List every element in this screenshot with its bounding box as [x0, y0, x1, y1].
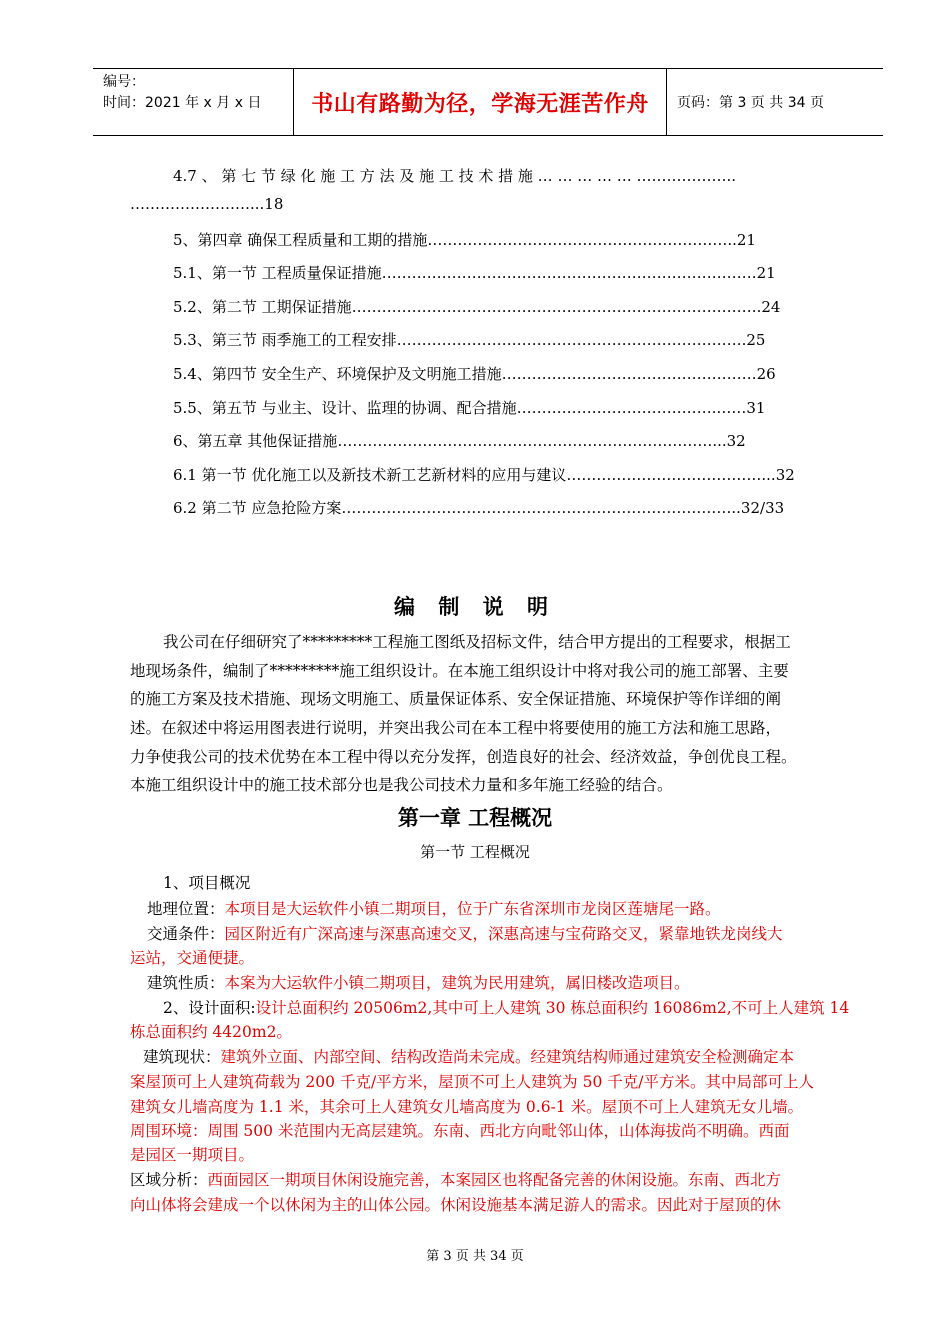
status-text-cont: 建筑女儿墙高度为 1.1 米，其余可上人建筑女儿墙高度为 0.6-1 米。屋顶不可上人建筑无女儿墙。	[130, 1098, 804, 1116]
toc-entry: 5.4、第四节 安全生产、环境保护及文明施工措施……………………………………………26	[173, 365, 776, 383]
area-row	[163, 996, 849, 1018]
location-text: 本项目是大运软件小镇二期项目，位于广东省深圳市龙岗区莲塘尾一路。	[224, 900, 721, 918]
toc-entry: 6.1 第一节 优化施工以及新技术新工艺新材料的应用与建议…………………………………...32	[173, 466, 795, 484]
header-page-info: 页码：第 3 页 共 34 页	[677, 95, 824, 111]
compile-title: 编 制 说 明	[394, 595, 556, 619]
traffic-text-cont: 运站，交通便捷。	[130, 949, 255, 967]
toc-entry: 5.3、第三节 雨季施工的工程安排…………………………………………………………….25	[173, 331, 766, 349]
compile-line: 地现场条件，编制了*********施工组织设计。在本施工组织设计中将对我公司的施工部署、主要	[130, 662, 789, 680]
toc-entry: 5.1、第一节 工程质量保证措施…………………………………………………………………21	[173, 264, 776, 282]
compile-line: 述。在叙述中将运用图表进行说明，并突出我公司在本工程中将要使用的施工方法和施工思路，	[130, 719, 782, 737]
environment-text: 周围环境：周围 500 米范围内无高层建筑。东南、西北方向毗邻山体，山体海拔尚不明确。西面	[130, 1122, 790, 1140]
item-heading: 1、项目概况	[163, 874, 251, 892]
region-label: 区域分析：	[130, 1171, 208, 1189]
number-label: 编号：	[103, 74, 145, 90]
chapter-title: 第一章 工程概况	[397, 806, 553, 830]
environment-text-cont: 是园区一期项目。	[130, 1146, 255, 1164]
traffic-label: 交通条件：	[147, 925, 225, 943]
header-motto: 书山有路勤为径，学海无涯苦作舟	[294, 69, 667, 135]
location-label: 地理位置：	[147, 900, 225, 918]
status-label: 建筑现状：	[143, 1048, 221, 1066]
location-row	[147, 897, 721, 919]
status-text-cont: 案屋顶可上人建筑荷载为 200 千克/平方米，屋顶不可上人建筑为 50 千克/平方米。其中局部可上人	[130, 1073, 814, 1091]
page-header	[93, 68, 883, 136]
nature-row	[147, 971, 690, 993]
compile-line: 的施工方案及技术措施、现场文明施工、质量保证体系、安全保证措施、环境保护等作详细的阐	[130, 690, 782, 708]
nature-label: 建筑性质：	[147, 974, 225, 992]
toc-entry: 5.2、第二节 工期保证措施……………………………………………………………………….24	[173, 298, 781, 316]
area-label: 2、设计面积:	[163, 999, 256, 1017]
toc-entry: 4.7 、 第 七 节 绿 化 施 工 方 法 及 施 工 技 术 措 施 … … … … … ………………..	[173, 167, 737, 185]
toc-entry: 6.2 第二节 应急抢险方案……………………………………………………………………..32/33	[173, 499, 785, 517]
compile-line: 力争使我公司的技术优势在本工程中得以充分发挥，创造良好的社会、经济效益，争创优良工程。	[130, 748, 797, 766]
header-meta	[93, 69, 294, 135]
traffic-row	[147, 922, 783, 944]
toc-entry: 6、第五章 其他保证措施…………………………………………………………………...32	[173, 432, 746, 450]
toc-entry: 5.5、第五节 与业主、设计、监理的协调、配合措施………………………………….……31	[173, 399, 766, 417]
time-label: 时间：2021 年 x 月 x 日	[103, 95, 262, 111]
page-footer: 第 3 页 共 34 页	[426, 1249, 524, 1264]
area-text-cont: 栋总面积约 4420m2。	[130, 1023, 292, 1041]
traffic-text: 园区附近有广深高速与深惠高速交叉，深惠高速与宝荷路交叉，紧靠地铁龙岗线大	[224, 925, 783, 943]
region-text: 西面园区一期项目休闲设施完善，本案园区也将配备完善的休闲设施。东南、西北方	[207, 1171, 782, 1189]
status-row	[143, 1045, 794, 1067]
toc-entry: 5、第四章 确保工程质量和工期的措施……………………………………………………..21	[173, 231, 756, 249]
region-row	[130, 1168, 781, 1190]
status-text: 建筑外立面、内部空间、结构改造尚未完成。经建筑结构师通过建筑安全检测确定本	[220, 1048, 795, 1066]
section-title: 第一节 工程概况	[420, 843, 530, 861]
compile-line: 我公司在仔细研究了*********工程施工图纸及招标文件，结合甲方提出的工程要求，根据工	[163, 633, 791, 651]
region-text-cont: 向山体将会建成一个以休闲为主的山体公园。休闲设施基本满足游人的需求。因此对于屋顶的休	[130, 1196, 782, 1214]
nature-text: 本案为大运软件小镇二期项目，建筑为民用建筑，属旧楼改造项目。	[224, 974, 690, 992]
compile-line: 本施工组织设计中的施工技术部分也是我公司技术力量和多年施工经验的结合。	[130, 776, 673, 794]
toc-entry: ……………………...18	[130, 195, 284, 213]
area-text: 设计总面积约 20506m2,其中可上人建筑 30 栋总面积约 16086m2,不可上人建筑 14	[255, 999, 850, 1017]
